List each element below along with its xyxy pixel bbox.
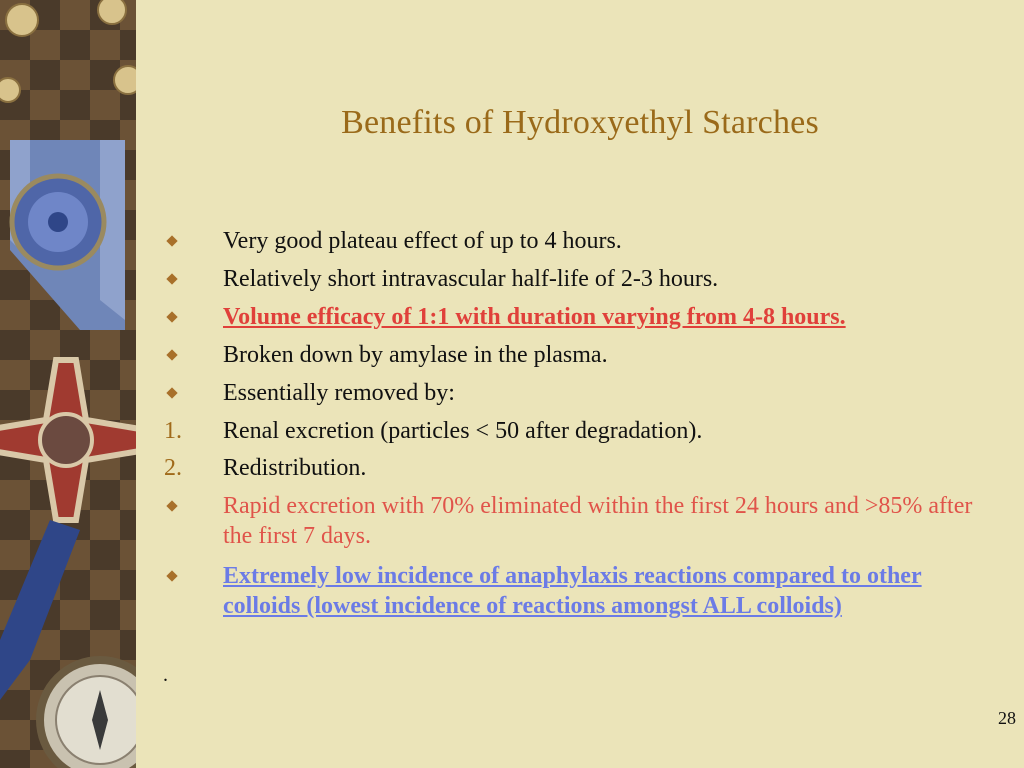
slide-content xyxy=(136,0,1024,768)
bullet-diamond-icon xyxy=(166,349,177,360)
bullet-diamond-icon xyxy=(166,387,177,398)
list-number: 2. xyxy=(164,455,182,481)
medals-illustration xyxy=(0,0,136,768)
slide-title: Benefits of Hydroxyethyl Starches xyxy=(341,104,819,141)
decorative-sidebar-image xyxy=(0,0,136,768)
bullet-diamond-icon xyxy=(166,311,177,322)
list-item-text: Relatively short intravascular half-life of 2-3 hours. xyxy=(223,266,719,292)
list-item-text: Very good plateau effect of up to 4 hours. xyxy=(223,228,622,254)
bullet-diamond-icon xyxy=(166,235,177,246)
list-item-text: Volume efficacy of 1:1 with duration varying from 4-8 hours. xyxy=(223,304,846,330)
list-item-text: Redistribution. xyxy=(223,455,367,481)
list-item-text: Extremely low incidence of anaphylaxis reactions compared to other colloids (lowest incidence of reactions amongst ALL colloids) xyxy=(223,563,922,619)
list-number: 1. xyxy=(164,418,182,444)
trailing-mark: . xyxy=(163,664,168,686)
list-item-text: Broken down by amylase in the plasma. xyxy=(223,342,608,368)
page-number: 28 xyxy=(998,708,1016,728)
bullet-diamond-icon xyxy=(166,570,177,581)
list-item-text: Rapid excretion with 70% eliminated within the first 24 hours and >85% after the first 7 days. xyxy=(223,493,973,549)
list-item-text: Essentially removed by: xyxy=(223,380,455,406)
bullet-diamond-icon xyxy=(166,500,177,511)
bullet-diamond-icon xyxy=(166,273,177,284)
list-item-text: Renal excretion (particles < 50 after degradation). xyxy=(223,418,703,444)
